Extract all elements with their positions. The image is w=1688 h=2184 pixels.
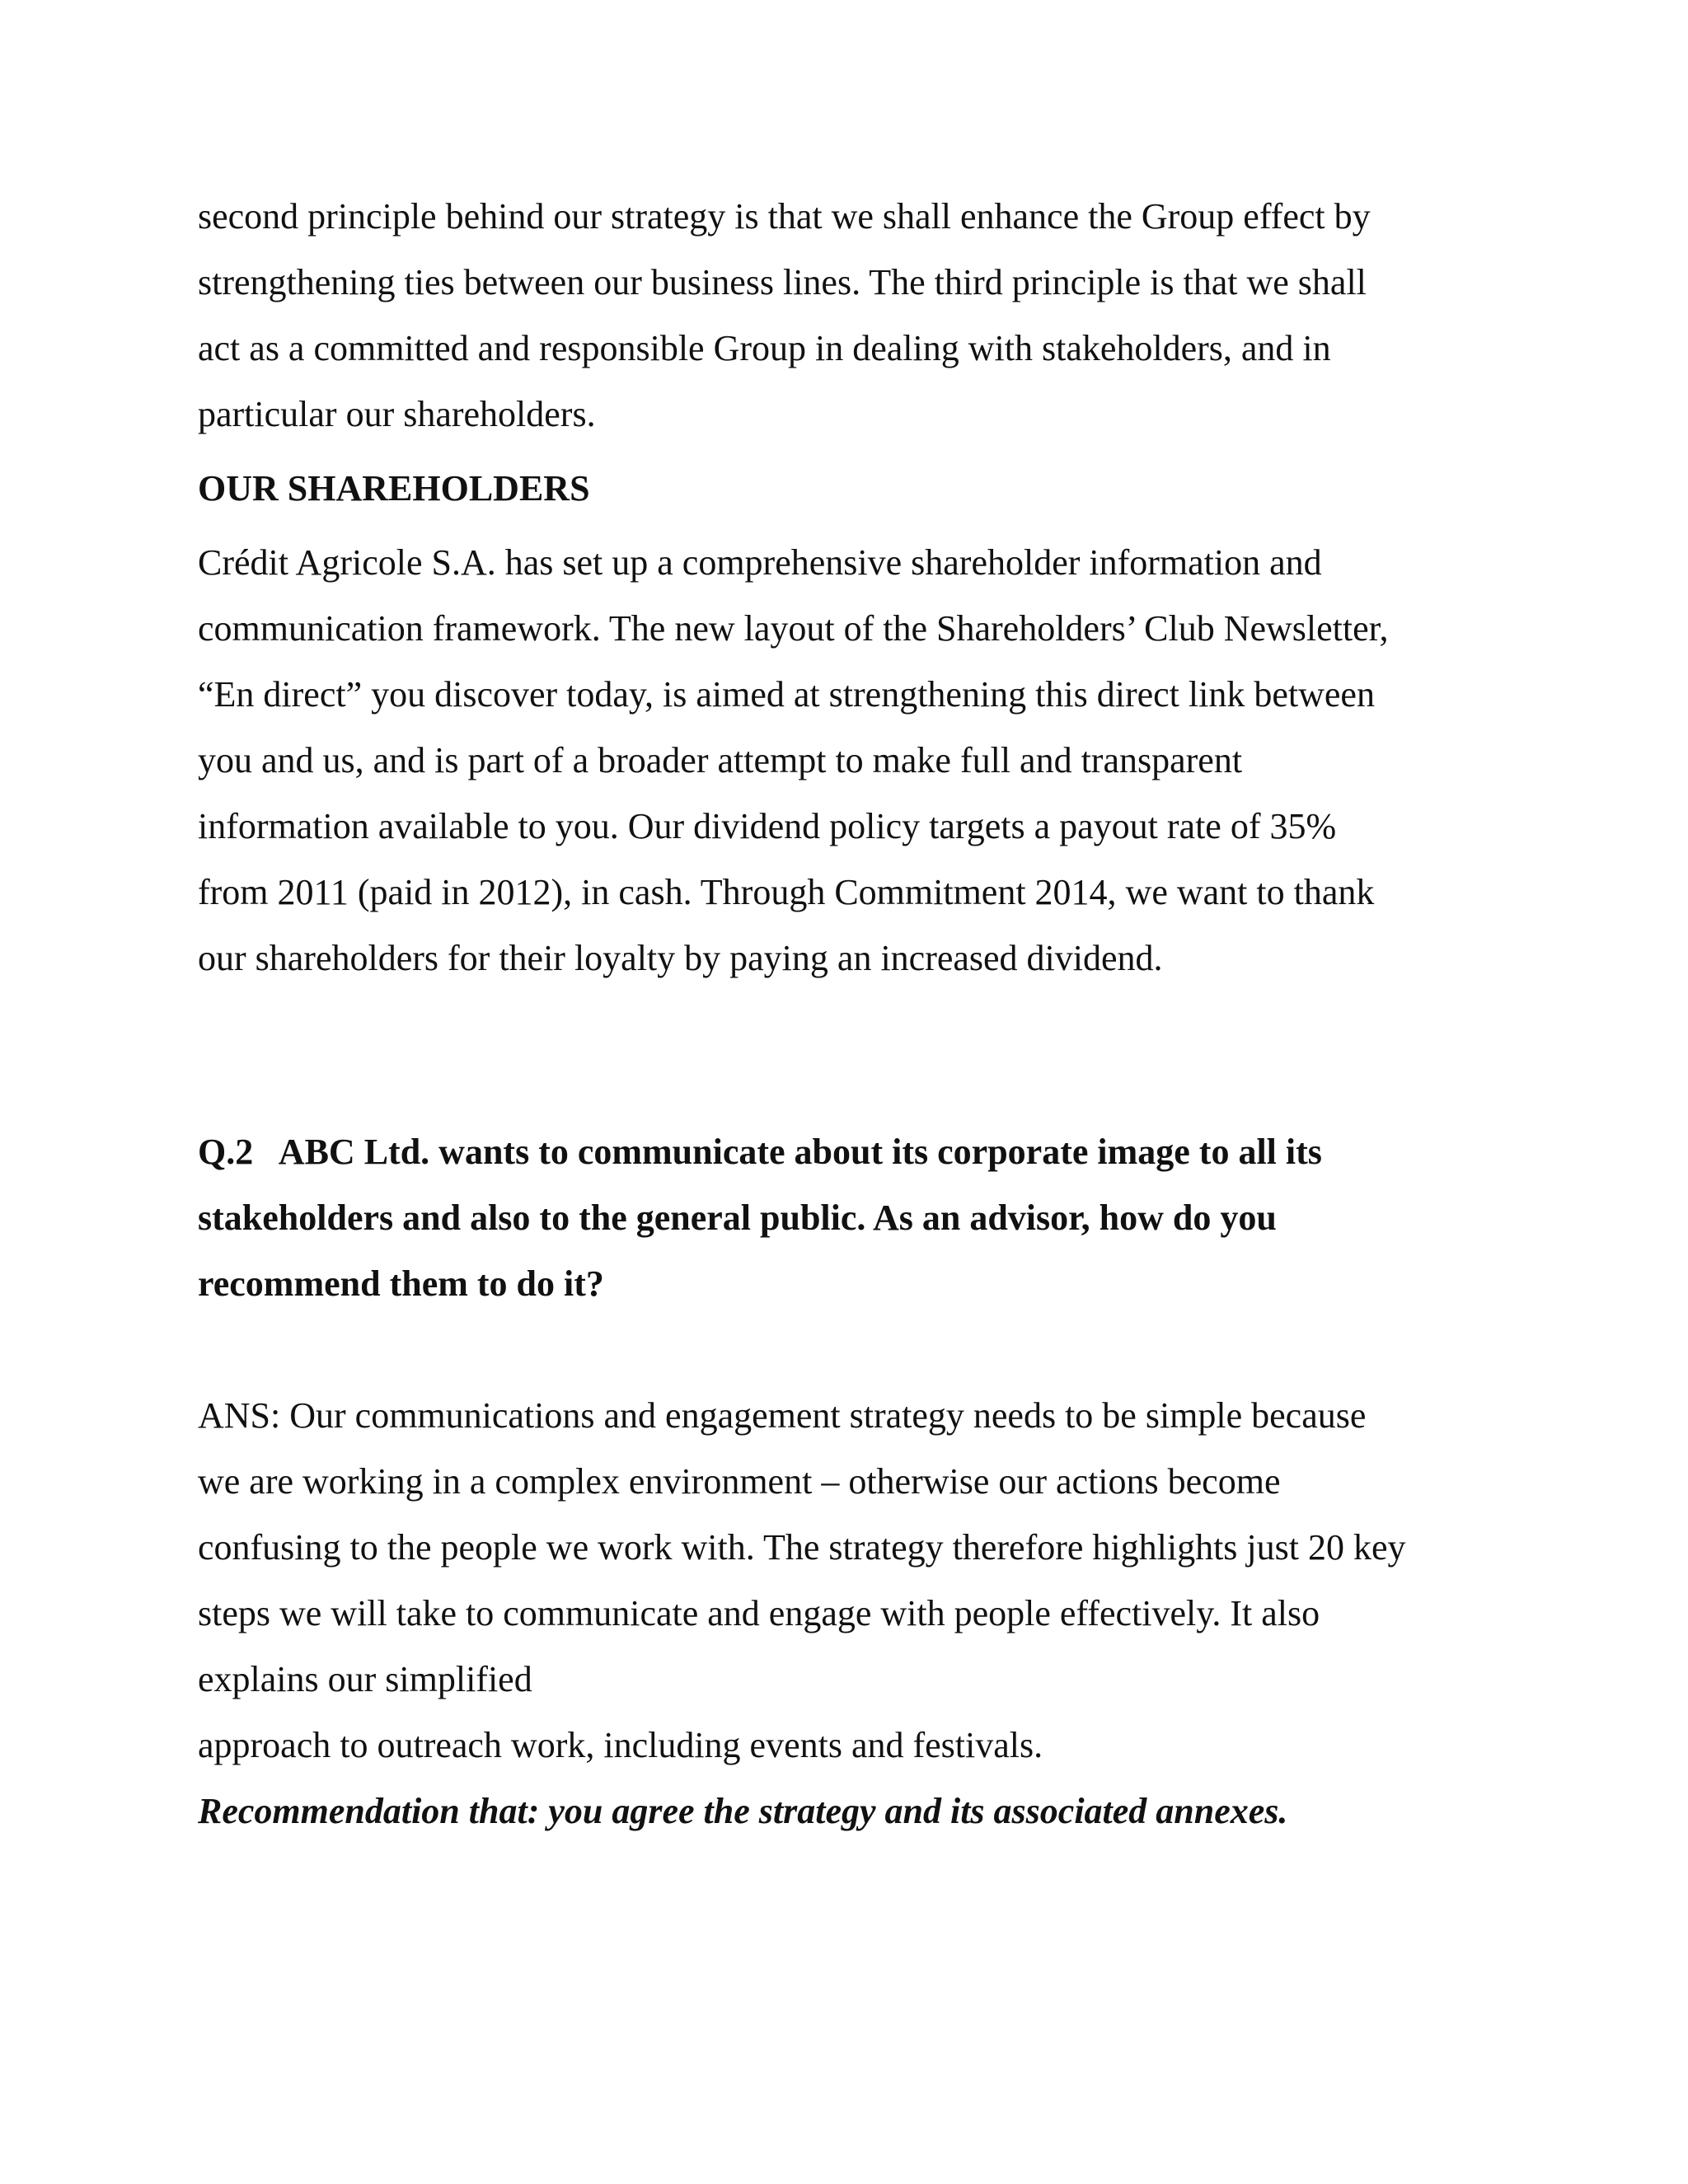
intro-line-3: act as a committed and responsible Group in dealing with stakeholders, and in [198, 328, 1331, 368]
question-line-2: stakeholders and also to the general public. As an advisor, how do you [198, 1197, 1277, 1238]
answer-line-3: confusing to the people we work with. The strategy therefore highlights just 20 key [198, 1527, 1406, 1568]
section-heading-shareholders: OUR SHAREHOLDERS [198, 468, 590, 509]
shareholders-line-7: our shareholders for their loyalty by paying an increased dividend. [198, 938, 1163, 978]
question-line-3: recommend them to do it? [198, 1263, 604, 1304]
shareholders-line-4: you and us, and is part of a broader attempt to make full and transparent [198, 740, 1243, 780]
answer-line-6: approach to outreach work, including events and festivals. [198, 1725, 1043, 1765]
answer-line-1: ANS: Our communications and engagement strategy needs to be simple because [198, 1395, 1367, 1436]
shareholders-line-1: Crédit Agricole S.A. has set up a comprehensive shareholder information and [198, 542, 1322, 583]
intro-line-2: strengthening ties between our business lines. The third principle is that we shall [198, 262, 1367, 302]
intro-line-1: second principle behind our strategy is that we shall enhance the Group effect by [198, 196, 1371, 237]
answer-line-4: steps we will take to communicate and engage with people effectively. It also [198, 1593, 1320, 1633]
shareholders-line-6: from 2011 (paid in 2012), in cash. Through Commitment 2014, we want to thank [198, 872, 1375, 912]
answer-line-2: we are working in a complex environment – otherwise our actions become [198, 1461, 1281, 1502]
recommendation-line: Recommendation that: you agree the strategy and its associated annexes. [198, 1791, 1288, 1831]
answer-line-5: explains our simplified [198, 1659, 532, 1699]
intro-line-4: particular our shareholders. [198, 394, 596, 434]
question-line-1: Q.2 ABC Ltd. wants to communicate about its corporate image to all its [198, 1132, 1322, 1172]
shareholders-line-2: communication framework. The new layout of the Shareholders’ Club Newsletter, [198, 608, 1389, 649]
shareholders-line-5: information available to you. Our dividend policy targets a payout rate of 35% [198, 806, 1337, 846]
shareholders-line-3: “En direct” you discover today, is aimed at strengthening this direct link between [198, 674, 1375, 715]
